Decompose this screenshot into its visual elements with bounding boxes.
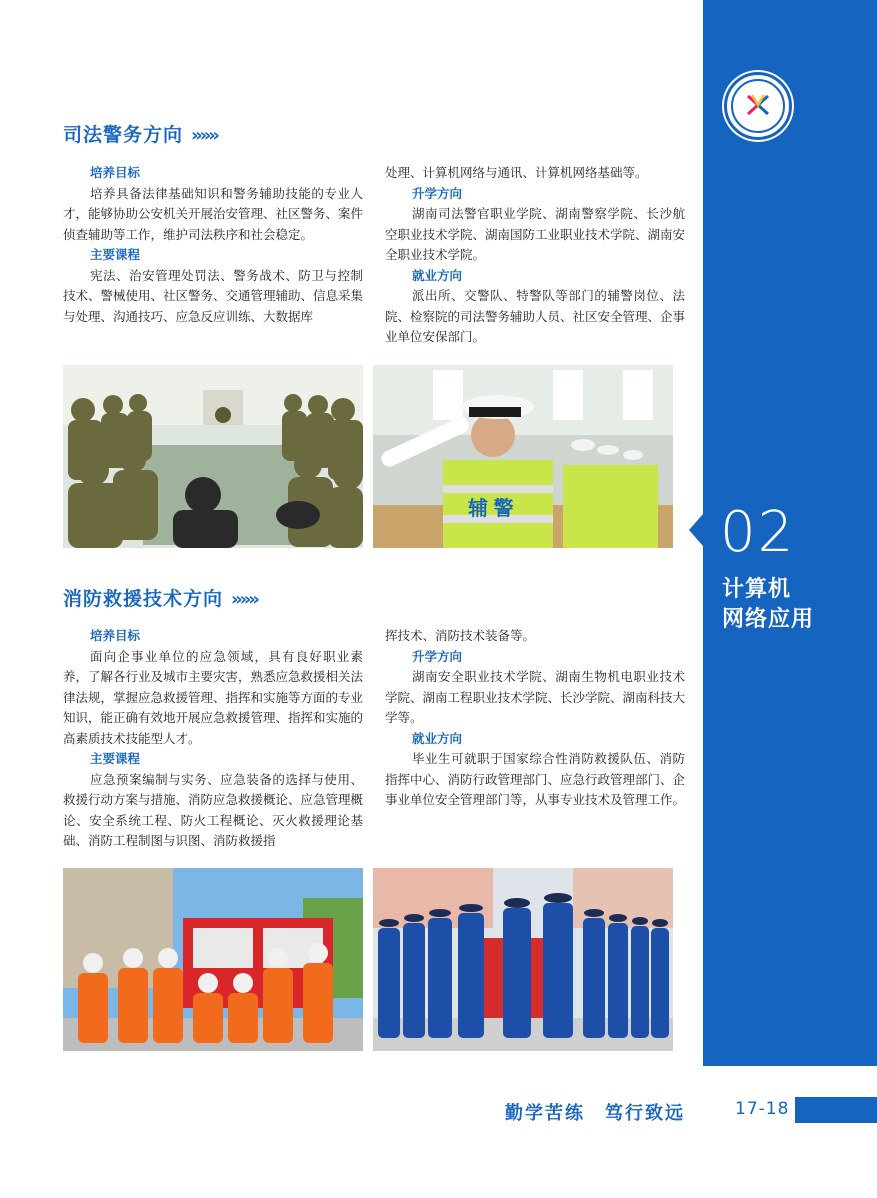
courses-label: 主要课程 [90,751,141,766]
section-name [722,575,872,635]
study-text: 湖南安全职业技术学院、湖南生物机电职业技术学院、湖南工程职业技术学院、长沙学院、湖南科技大学等。 [385,669,686,725]
section1-title: 司法警务方向 [63,124,184,146]
chevrons-icon: »»» [231,589,257,610]
section-name-line2: 网络应用 [722,607,815,632]
section1-left-column [63,163,363,327]
study-text: 湖南司法警官职业学院、湖南警察学院、长沙航空职业技术学院、湖南国防工业职业技术学院、湖南安全职业技术学院。 [385,206,686,262]
school-logo [724,72,792,140]
study-label: 升学方向 [412,648,463,664]
job-text: 派出所、交警队、特警队等部门的辅警岗位、法院、检察院的司法警务辅助人员、社区安全管理、企事业单位安保部门。 [385,288,686,344]
footer-bar [795,1097,877,1123]
goal-text: 培养具备法律基础知识和警务辅助技能的专业人才，能够协助公安机关开展治安管理、社区警务、案件侦查辅助等工作，维护司法秩序和社会稳定。 [63,185,364,242]
chevrons-icon: »»» [191,125,217,146]
study-label: 升学方向 [412,185,463,201]
page-number: 17-18 [735,1099,790,1119]
courses-label: 主要课程 [90,247,141,262]
section-name-line1: 计算机 [722,577,792,602]
section-tab-notch [689,514,703,546]
job-text: 毕业生可就职于国家综合性消防救援队伍、消防指挥中心、消防行政管理部门、应急行政管理部门、企事业单位安全管理部门等，从事专业技术及管理工作。 [385,751,686,807]
goal-label: 培养目标 [90,165,141,180]
photo-police-training [63,365,363,548]
section2-title: 消防救援技术方向 [63,588,224,610]
courses-cont-text: 挥技术、消防技术装备等。 [385,628,536,643]
job-label: 就业方向 [412,267,463,283]
section-number: 02 [720,500,796,565]
section2-right-column [385,626,685,811]
footer-slogan: 勤学苦练 笃行致远 [505,1103,685,1124]
job-label: 就业方向 [412,730,463,746]
goal-text: 面向企事业单位的应急领域，具有良好职业素养，了解各行业及城市主要灾害，熟悉应急救援相关法律法规，掌握应急救援管理、指挥和实施等方面的专业知识，能正确有效地开展应急救援管理、指挥和实施的高素质技术技能型人才。 [63,648,364,746]
logo-mark-icon [745,92,771,118]
section2-left-column [63,626,363,852]
photo-auxiliary-police [373,365,673,548]
courses-cont-text: 处理、计算机网络与通讯、计算机网络基础等。 [385,165,648,180]
section1-right-column [385,163,685,348]
courses-text: 应急预案编制与实务、应急装备的选择与使用、救援行动方案与措施、消防应急救援概论、应急管理概论、安全系统工程、防火工程概论、灭火救援理论基础、消防工程制图与识图、消防救援指 [63,771,364,848]
goal-label: 培养目标 [90,628,141,643]
section1-heading [63,120,217,147]
section2-heading [63,584,257,611]
courses-text: 宪法、治安管理处罚法、警务战术、防卫与控制技术、警械使用、社区警务、交通管理辅助、信息采集与处理、沟通技巧、应急反应训练、大数据库 [63,267,364,324]
vest-label: 辅 警 [468,498,514,520]
photo-fire-rescue-salute [373,868,673,1051]
photo-firefighters [63,868,363,1051]
